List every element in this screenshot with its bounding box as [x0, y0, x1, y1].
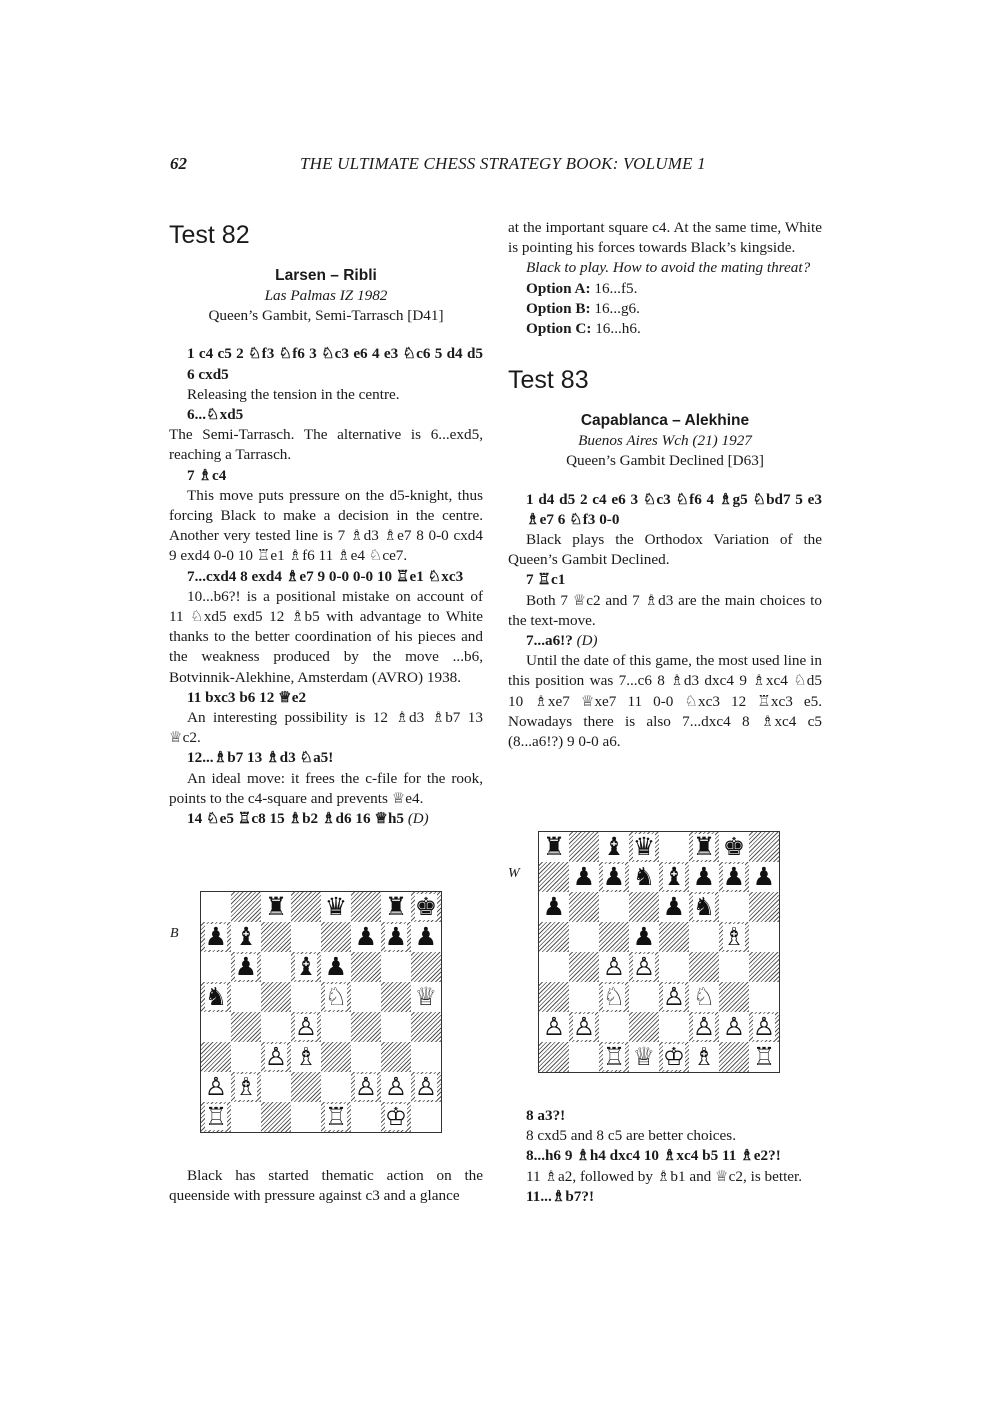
square-f1: [689, 1042, 719, 1072]
right-column-bottom: [508, 1106, 822, 1207]
black-king-icon: ♚: [722, 832, 746, 861]
square-e6: [321, 952, 351, 982]
square-g3: [719, 982, 749, 1012]
option-c-move: 16...h6.: [595, 320, 641, 338]
square-a2: [539, 1012, 569, 1042]
comment-7-continuation: at the important square c4. At the same time, White is pointing his forces towards Black’s kingside.: [508, 219, 822, 257]
square-f2: [689, 1012, 719, 1042]
t83-comment-4: 8 cxd5 and 8 c5 are better choices.: [526, 1127, 736, 1145]
square-c4: [261, 1012, 291, 1042]
square-e4: [321, 1012, 351, 1042]
square-b7: [569, 862, 599, 892]
square-d8: [291, 892, 321, 922]
black-bishop-icon: ♝: [294, 952, 318, 981]
square-f3: [689, 982, 719, 1012]
square-g5: [381, 982, 411, 1012]
square-h1: [411, 1102, 441, 1132]
page-number: 62: [170, 154, 187, 173]
square-g1: [381, 1102, 411, 1132]
square-h2: [411, 1072, 441, 1102]
black-pawn-icon: ♟: [692, 862, 716, 891]
square-d3: [291, 1042, 321, 1072]
option-b-move: 16...g6.: [594, 299, 640, 317]
square-a8: [201, 892, 231, 922]
square-g2: [719, 1012, 749, 1042]
t83-moves-4: 8 a3?!: [526, 1107, 566, 1124]
test-83-opening: Queen’s Gambit Declined [D63]: [566, 452, 764, 470]
square-b8: [569, 832, 599, 862]
white-bishop-icon: ♗: [294, 1042, 318, 1071]
square-b2: [231, 1072, 261, 1102]
square-g7: [381, 922, 411, 952]
black-bishop-icon: ♝: [602, 832, 626, 861]
square-b2: [569, 1012, 599, 1042]
test-83-event: Buenos Aires Wch (21) 1927: [578, 432, 752, 450]
black-bishop-icon: ♝: [234, 922, 258, 951]
square-b5: [569, 922, 599, 952]
white-pawn-icon: ♙: [662, 982, 686, 1011]
square-h7: [749, 862, 779, 892]
square-d7: [629, 862, 659, 892]
square-f7: [689, 862, 719, 892]
square-a6: [539, 892, 569, 922]
square-e1: [659, 1042, 689, 1072]
square-h5: [411, 982, 441, 1012]
square-d2: [629, 1012, 659, 1042]
moves-1: 1 c4 c5 2 ♘f3 ♘f6 3 ♘c3 e6 4 e3 ♘c6 5 d4 d5 6 cxd5: [187, 345, 483, 383]
square-e8: [321, 892, 351, 922]
white-knight-icon: ♘: [602, 982, 626, 1011]
square-c1: [261, 1102, 291, 1132]
square-g4: [381, 1012, 411, 1042]
square-h2: [749, 1012, 779, 1042]
square-h4: [411, 1012, 441, 1042]
square-d4: [291, 1012, 321, 1042]
square-g6: [719, 892, 749, 922]
black-queen-icon: ♛: [324, 892, 348, 921]
square-d5: [291, 982, 321, 1012]
square-b7: [231, 922, 261, 952]
running-title: THE ULTIMATE CHESS STRATEGY BOOK: VOLUME 1: [300, 154, 706, 173]
square-f4: [689, 952, 719, 982]
square-a7: [539, 862, 569, 892]
square-f8: [351, 892, 381, 922]
t83-comment-3: Until the date of this game, the most used line in this position was 7...c6 8 ♗d3 dxc4 9 ♗xc4 ♘d5 10 ♗xe7 ♕xe7 11 0-0 ♘xc3 12 ♖xc3 e5. Nowadays there is also 7...dxc4 8 ♗xc4 c5 (8...a6!?) 9 0-0 a6.: [508, 652, 822, 751]
square-a2: [201, 1072, 231, 1102]
right-column-text: [508, 218, 822, 752]
black-pawn-icon: ♟: [752, 862, 776, 891]
square-f4: [351, 1012, 381, 1042]
square-c7: [599, 862, 629, 892]
white-pawn-icon: ♙: [414, 1072, 438, 1101]
square-c6: [261, 952, 291, 982]
square-b4: [231, 1012, 261, 1042]
square-f8: [689, 832, 719, 862]
white-pawn-icon: ♙: [384, 1072, 408, 1101]
moves-7-text: 14 ♘e5 ♖c8 15 ♗b2 ♗d6 16 ♕h5: [187, 810, 405, 828]
option-c-label: Option C:: [526, 320, 592, 338]
test-83-players: Capablanca – Alekhine: [580, 412, 750, 430]
square-b3: [569, 982, 599, 1012]
square-a3: [539, 982, 569, 1012]
white-bishop-icon: ♗: [722, 922, 746, 951]
t83-comment-5: 11 ♗a2, followed by ♗b1 and ♕c2, is better.: [526, 1167, 803, 1185]
comment-6: An ideal move: it frees the c-file for the rook, points to the c4-square and prevents ♕e4.: [169, 769, 483, 807]
white-pawn-icon: ♙: [204, 1072, 228, 1101]
square-a6: [201, 952, 231, 982]
square-f3: [351, 1042, 381, 1072]
comment-3: This move puts pressure on the d5-knight, thus forcing Black to make a decision in the centre. Another very tested line is 7 ♗d3 ♗e7 8 0-0 cxd4 9 exd4 0-0 10 ♖e1 ♗f6 11 ♗e4 ♘ce7.: [169, 486, 483, 565]
black-pawn-icon: ♟: [662, 892, 686, 921]
white-pawn-icon: ♙: [572, 1012, 596, 1041]
t83-moves-1: 1 d4 d5 2 c4 e6 3 ♘c3 ♘f6 4 ♗g5 ♘bd7 5 e3 ♗e7 6 ♘f3 0-0: [526, 490, 822, 528]
square-b1: [569, 1042, 599, 1072]
square-d6: [291, 952, 321, 982]
black-pawn-icon: ♟: [354, 922, 378, 951]
square-e5: [659, 922, 689, 952]
black-rook-icon: ♜: [542, 832, 566, 861]
square-a1: [201, 1102, 231, 1132]
t83-moves-6: 11...♗b7?!: [526, 1187, 595, 1205]
square-h3: [749, 982, 779, 1012]
square-h4: [749, 952, 779, 982]
left-column: [169, 220, 483, 829]
square-e7: [321, 922, 351, 952]
black-pawn-icon: ♟: [722, 862, 746, 891]
square-h5: [749, 922, 779, 952]
test-82-title: Test 82: [169, 221, 250, 249]
square-a1: [539, 1042, 569, 1072]
option-a-label: Option A:: [526, 279, 591, 297]
square-a4: [539, 952, 569, 982]
square-d2: [291, 1072, 321, 1102]
test-82-opening: Queen’s Gambit, Semi-Tarrasch [D41]: [208, 307, 444, 325]
square-g2: [381, 1072, 411, 1102]
white-rook-icon: ♖: [204, 1102, 228, 1131]
t83-moves-5: 8...h6 9 ♗h4 dxc4 10 ♗xc4 b5 11 ♗e2?!: [526, 1147, 781, 1165]
square-a8: [539, 832, 569, 862]
white-queen-icon: ♕: [414, 982, 438, 1011]
square-e7: [659, 862, 689, 892]
square-c6: [599, 892, 629, 922]
t83-moves-2: 7 ♖c1: [526, 571, 566, 589]
square-f6: [351, 952, 381, 982]
white-bishop-icon: ♗: [692, 1042, 716, 1071]
black-knight-icon: ♞: [204, 982, 228, 1011]
square-e1: [321, 1102, 351, 1132]
black-pawn-icon: ♟: [542, 892, 566, 921]
square-e3: [321, 1042, 351, 1072]
black-rook-icon: ♜: [384, 892, 408, 921]
square-a7: [201, 922, 231, 952]
t83-comment-2: Both 7 ♕c2 and 7 ♗d3 are the main choices to the text-move.: [508, 591, 822, 629]
square-f6: [689, 892, 719, 922]
black-pawn-icon: ♟: [324, 952, 348, 981]
square-d6: [629, 892, 659, 922]
left-column-bottom: [169, 1166, 483, 1206]
square-b8: [231, 892, 261, 922]
black-king-icon: ♚: [414, 892, 438, 921]
white-rook-icon: ♖: [602, 1042, 626, 1071]
square-c8: [599, 832, 629, 862]
white-rook-icon: ♖: [324, 1102, 348, 1131]
square-d1: [629, 1042, 659, 1072]
white-pawn-icon: ♙: [264, 1042, 288, 1071]
square-g8: [719, 832, 749, 862]
option-b-label: Option B:: [526, 299, 591, 317]
comment-2: The Semi-Tarrasch. The alternative is 6...exd5, reaching a Tarrasch.: [169, 426, 483, 464]
square-f1: [351, 1102, 381, 1132]
square-b6: [569, 892, 599, 922]
square-f2: [351, 1072, 381, 1102]
square-e6: [659, 892, 689, 922]
square-b6: [231, 952, 261, 982]
moves-5: 11 bxc3 b6 12 ♕e2: [187, 688, 307, 706]
square-h8: [749, 832, 779, 862]
t83-diagram-marker: (D): [576, 633, 598, 650]
white-pawn-icon: ♙: [752, 1012, 776, 1041]
moves-7: [169, 809, 483, 829]
comment-1: Releasing the tension in the centre.: [187, 385, 400, 403]
black-queen-icon: ♛: [632, 832, 656, 861]
diagram-marker: (D): [407, 811, 429, 828]
white-pawn-icon: ♙: [692, 1012, 716, 1041]
square-e3: [659, 982, 689, 1012]
black-pawn-icon: ♟: [234, 952, 258, 981]
square-b5: [231, 982, 261, 1012]
test-82-players: Larsen – Ribli: [275, 267, 377, 284]
square-g7: [719, 862, 749, 892]
black-bishop-icon: ♝: [662, 862, 686, 891]
square-g1: [719, 1042, 749, 1072]
square-a5: [539, 922, 569, 952]
black-rook-icon: ♜: [264, 892, 288, 921]
t83-moves-3: 7...a6!?: [526, 632, 573, 650]
white-king-icon: ♔: [384, 1102, 408, 1131]
comment-4: 10...b6?! is a positional mistake on account of 11 ♘xd5 exd5 12 ♗b5 with advantage to White thanks to the better coordination of his pieces and the weakness produced by the move ...b6, Botvinnik-Alekhine, Amsterdam (AVRO) 1938.: [169, 587, 483, 686]
option-a-move: 16...f5.: [594, 279, 638, 297]
white-rook-icon: ♖: [752, 1042, 776, 1071]
moves-6: 12...♗b7 13 ♗d3 ♘a5!: [187, 749, 334, 767]
square-e5: [321, 982, 351, 1012]
square-c2: [261, 1072, 291, 1102]
chess-diagram-test-82: [200, 891, 442, 1133]
moves-4: 7...cxd4 8 exd4 ♗e7 9 0-0 0-0 10 ♖e1 ♘xc3: [187, 567, 464, 585]
white-queen-icon: ♕: [632, 1042, 656, 1071]
square-d8: [629, 832, 659, 862]
square-g5: [719, 922, 749, 952]
square-a5: [201, 982, 231, 1012]
black-pawn-icon: ♟: [602, 862, 626, 891]
square-c4: [599, 952, 629, 982]
square-h1: [749, 1042, 779, 1072]
square-b4: [569, 952, 599, 982]
square-h7: [411, 922, 441, 952]
white-pawn-icon: ♙: [542, 1012, 566, 1041]
square-c2: [599, 1012, 629, 1042]
white-knight-icon: ♘: [692, 982, 716, 1011]
square-d3: [629, 982, 659, 1012]
square-a3: [201, 1042, 231, 1072]
square-e2: [321, 1072, 351, 1102]
square-f5: [351, 982, 381, 1012]
square-b3: [231, 1042, 261, 1072]
square-g6: [381, 952, 411, 982]
comment-5: An interesting possibility is 12 ♗d3 ♗b7 13 ♕c2.: [169, 709, 483, 747]
white-pawn-icon: ♙: [632, 952, 656, 981]
black-pawn-icon: ♟: [384, 922, 408, 951]
square-a4: [201, 1012, 231, 1042]
square-d5: [629, 922, 659, 952]
moves-2: 6...♘xd5: [187, 406, 244, 424]
square-c5: [261, 982, 291, 1012]
square-h3: [411, 1042, 441, 1072]
square-e8: [659, 832, 689, 862]
comment-7: Black has started thematic action on the queenside with pressure against c3 and a glance: [169, 1167, 483, 1205]
side-to-move-label: B: [170, 926, 179, 941]
black-rook-icon: ♜: [692, 832, 716, 861]
square-c3: [599, 982, 629, 1012]
square-g4: [719, 952, 749, 982]
square-f5: [689, 922, 719, 952]
square-g3: [381, 1042, 411, 1072]
square-b1: [231, 1102, 261, 1132]
white-bishop-icon: ♗: [234, 1072, 258, 1101]
square-c5: [599, 922, 629, 952]
t83-side-to-move-label: W: [508, 866, 520, 881]
square-c3: [261, 1042, 291, 1072]
square-h8: [411, 892, 441, 922]
test-83-title: Test 83: [508, 366, 589, 395]
square-d7: [291, 922, 321, 952]
square-f7: [351, 922, 381, 952]
black-pawn-icon: ♟: [204, 922, 228, 951]
white-pawn-icon: ♙: [602, 952, 626, 981]
test-82-event: Las Palmas IZ 1982: [264, 287, 388, 304]
question: Black to play. How to avoid the mating threat?: [526, 259, 811, 277]
square-h6: [411, 952, 441, 982]
square-e4: [659, 952, 689, 982]
black-knight-icon: ♞: [632, 862, 656, 891]
square-c8: [261, 892, 291, 922]
chess-diagram-test-83: [538, 831, 780, 1073]
square-h6: [749, 892, 779, 922]
white-king-icon: ♔: [662, 1042, 686, 1071]
white-knight-icon: ♘: [324, 982, 348, 1011]
white-pawn-icon: ♙: [294, 1012, 318, 1041]
white-pawn-icon: ♙: [354, 1072, 378, 1101]
white-pawn-icon: ♙: [722, 1012, 746, 1041]
square-c1: [599, 1042, 629, 1072]
black-pawn-icon: ♟: [414, 922, 438, 951]
moves-3: 7 ♗c4: [187, 466, 227, 484]
black-knight-icon: ♞: [692, 892, 716, 921]
black-pawn-icon: ♟: [572, 862, 596, 891]
square-e2: [659, 1012, 689, 1042]
square-d1: [291, 1102, 321, 1132]
black-pawn-icon: ♟: [632, 922, 656, 951]
square-g8: [381, 892, 411, 922]
square-c7: [261, 922, 291, 952]
t83-comment-1: Black plays the Orthodox Variation of the Queen’s Gambit Declined.: [508, 531, 822, 569]
square-d4: [629, 952, 659, 982]
